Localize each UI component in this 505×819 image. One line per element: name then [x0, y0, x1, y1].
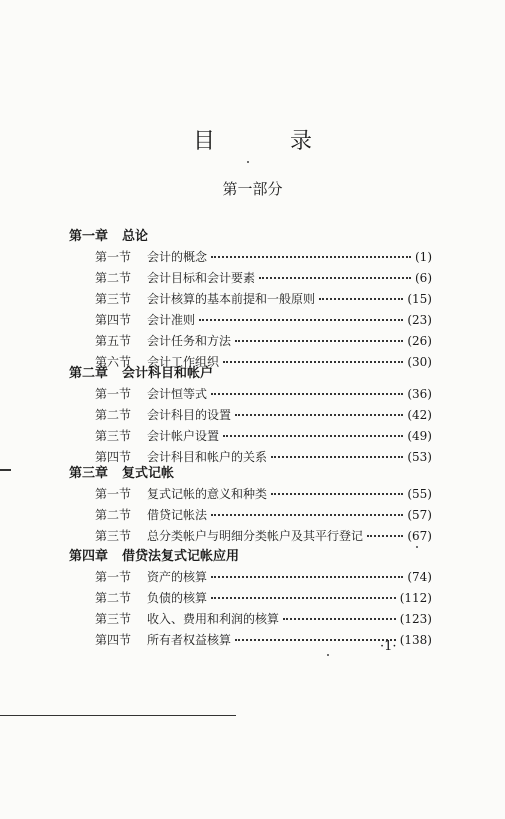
section-title: 会计工作组织	[147, 355, 220, 369]
section-title: 会计任务和方法	[147, 334, 232, 348]
section-title: 会计准则	[147, 313, 196, 327]
section-title: 总分类帐户与明细分类帐户及其平行登记	[147, 529, 364, 543]
toc-entry[interactable]	[95, 506, 432, 526]
section-page-number: (36)	[407, 387, 432, 401]
chapter-heading	[69, 545, 239, 564]
toc-entry[interactable]	[95, 269, 432, 289]
dot-leader	[271, 493, 403, 495]
section-page-number: (6)	[415, 271, 432, 285]
section-page-number: (1)	[415, 250, 432, 264]
dot-leader	[235, 340, 403, 342]
section-page-number: (112)	[399, 591, 432, 605]
scan-mark-left	[0, 469, 11, 471]
dot-leader	[211, 393, 403, 395]
page-title: 目 录	[193, 129, 346, 154]
dot-leader	[211, 576, 403, 578]
section-title: 会计核算的基本前提和一般原则	[147, 292, 316, 306]
toc-entry[interactable]	[95, 311, 432, 331]
scan-speck	[416, 546, 418, 548]
chapter-number: 第四章	[69, 549, 109, 564]
section-page-number: (53)	[407, 450, 432, 464]
section-title: 会计科目和帐户的关系	[147, 450, 268, 464]
toc-entry[interactable]	[95, 427, 432, 447]
dot-leader	[199, 319, 403, 321]
section-page-number: (42)	[407, 408, 432, 422]
section-number: 第五节	[95, 334, 132, 348]
chapter-title: 总论	[122, 229, 149, 244]
toc-entry[interactable]	[95, 589, 432, 609]
toc-entry[interactable]	[95, 290, 432, 310]
section-title: 复式记帐的意义和种类	[147, 487, 268, 501]
section-number: 第三节	[95, 292, 132, 306]
section-page-number: (30)	[407, 355, 432, 369]
section-page-number: (74)	[407, 570, 432, 584]
section-title: 借贷记帐法	[147, 508, 208, 522]
section-title: 会计目标和会计要素	[147, 271, 256, 285]
chapter-title: 会计科目和帐户	[122, 366, 214, 381]
section-title: 负债的核算	[147, 591, 208, 605]
dot-leader	[319, 298, 403, 300]
section-page-number: (138)	[399, 633, 432, 647]
part-heading: 第一部分	[222, 180, 283, 198]
section-number: 第三节	[95, 529, 132, 543]
section-number: 第二节	[95, 408, 132, 422]
section-page-number: (57)	[407, 508, 432, 522]
dot-leader	[235, 414, 403, 416]
section-page-number: (49)	[407, 429, 432, 443]
section-number: 第六节	[95, 355, 132, 369]
chapter-number: 第二章	[69, 366, 109, 381]
section-page-number: (55)	[407, 487, 432, 501]
section-number: 第四节	[95, 313, 132, 327]
section-number: 第一节	[95, 487, 132, 501]
page-number: ·1·	[380, 639, 397, 654]
section-title: 会计科目的设置	[147, 408, 232, 422]
section-number: 第二节	[95, 591, 132, 605]
dot-leader	[259, 277, 411, 279]
toc-entry[interactable]	[95, 332, 432, 352]
section-title: 会计帐户设置	[147, 429, 220, 443]
section-number: 第一节	[95, 250, 132, 264]
dot-leader	[235, 639, 396, 641]
section-number: 第二节	[95, 271, 132, 285]
chapter-heading	[69, 362, 213, 381]
dot-leader	[283, 618, 396, 620]
chapter-heading	[69, 225, 148, 244]
dot-leader	[223, 361, 403, 363]
section-title: 收入、费用和利润的核算	[147, 612, 280, 626]
section-title: 会计的概念	[147, 250, 208, 264]
dot-leader	[211, 256, 411, 258]
section-number: 第三节	[95, 429, 132, 443]
section-number: 第二节	[95, 508, 132, 522]
toc-entry[interactable]	[95, 385, 432, 405]
section-title: 会计恒等式	[147, 387, 208, 401]
section-number: 第四节	[95, 633, 132, 647]
section-page-number: (67)	[407, 529, 432, 543]
toc-entry[interactable]	[95, 568, 432, 588]
section-page-number: (23)	[407, 313, 432, 327]
section-page-number: (123)	[399, 612, 432, 626]
section-number: 第三节	[95, 612, 132, 626]
chapter-title: 复式记帐	[122, 466, 175, 481]
section-title: 资产的核算	[147, 570, 208, 584]
dot-leader	[271, 456, 403, 458]
scan-speck	[327, 654, 329, 656]
scan-speck	[247, 161, 249, 163]
chapter-number: 第三章	[69, 466, 109, 481]
dot-leader	[367, 535, 403, 537]
toc-entry[interactable]	[95, 527, 432, 547]
section-number: 第一节	[95, 570, 132, 584]
toc-entry[interactable]	[95, 610, 432, 630]
toc-entry[interactable]	[95, 406, 432, 426]
section-title: 所有者权益核算	[147, 633, 232, 647]
section-number: 第四节	[95, 450, 132, 464]
scan-mark-bottom	[0, 715, 236, 716]
section-number: 第一节	[95, 387, 132, 401]
chapter-title: 借贷法复式记帐应用	[122, 549, 240, 564]
dot-leader	[223, 435, 403, 437]
chapter-heading	[69, 462, 174, 481]
section-page-number: (15)	[407, 292, 432, 306]
toc-entry[interactable]	[95, 248, 432, 268]
chapter-number: 第一章	[69, 229, 109, 244]
section-page-number: (26)	[407, 334, 432, 348]
dot-leader	[211, 597, 396, 599]
toc-entry[interactable]	[95, 485, 432, 505]
dot-leader	[211, 514, 403, 516]
